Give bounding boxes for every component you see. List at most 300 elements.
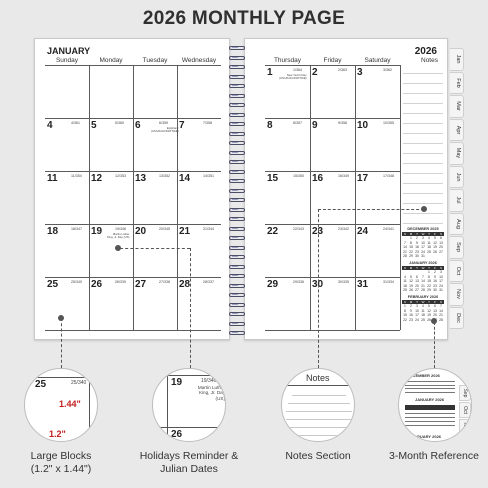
mini-weekday: S [403, 232, 406, 236]
coil-ring [228, 65, 246, 70]
coil-shine [232, 66, 238, 67]
mini-calendar-title: DECEMBER 2025 [407, 227, 439, 231]
zoom-circle-large-blocks [24, 368, 98, 442]
mini-day: 11 [403, 279, 407, 283]
mini-day: 19 [427, 313, 431, 317]
zoom-mini-row [405, 425, 455, 426]
mini-day: 23 [409, 317, 413, 322]
mini-day: 25 [403, 288, 407, 292]
day-of-week-header: Sunday [55, 57, 79, 64]
mini-day: 13 [433, 308, 437, 313]
notes-line [403, 103, 443, 104]
grid-line [133, 65, 134, 330]
day-of-week-header: Wednesday [181, 57, 217, 64]
zoom-mini-row [405, 421, 455, 422]
coil-ring [228, 170, 246, 175]
mini-day: 29 [409, 254, 413, 258]
mini-day: 18 [403, 283, 407, 288]
mini-day: 31 [439, 288, 443, 292]
mini-day: 22 [403, 317, 407, 322]
notes-line [403, 113, 443, 114]
callout-label-large-blocks: Large Blocks (1.2" x 1.44") [30, 450, 92, 476]
coil-shine [232, 152, 238, 153]
month-tab-sep[interactable] [450, 236, 464, 259]
mini-day: 28 [439, 317, 443, 322]
mini-day: 14 [403, 245, 407, 249]
grid-line [177, 65, 178, 330]
mini-day: 3 [440, 270, 442, 274]
mini-day: 15 [409, 245, 413, 249]
mini-day: 21 [421, 283, 425, 288]
connector-dot [421, 206, 427, 212]
mini-day: 2 [434, 270, 436, 274]
julian-date: 12/353 [115, 174, 126, 178]
mini-day: 20 [433, 313, 437, 317]
coil-ring [228, 141, 246, 146]
mini-day: 8 [428, 274, 430, 279]
day-number: 18 [47, 226, 59, 237]
coil-ring [228, 56, 246, 61]
zoom-circle-3-month [398, 368, 472, 442]
mini-day: 9 [410, 308, 412, 313]
mini-weekday: W [421, 300, 425, 304]
coil-shine [232, 114, 238, 115]
month-tab-jan[interactable] [450, 48, 464, 71]
notes-line [403, 133, 443, 134]
notes-line [403, 223, 443, 224]
mini-day: 15 [403, 313, 407, 317]
day-number: 2 [312, 67, 318, 78]
notes-line [403, 143, 443, 144]
zoom-day-number: 25 [35, 379, 47, 390]
mini-day: 27 [439, 249, 443, 254]
grid-line [45, 330, 221, 331]
zoom-month-tab [459, 419, 471, 435]
month-tab-label: Aug [455, 218, 461, 229]
month-tab-jun[interactable] [450, 166, 464, 189]
mini-day: 2 [410, 304, 412, 308]
connector-line [434, 322, 435, 368]
mini-day: 27 [415, 288, 419, 292]
day-number: 28 [179, 279, 191, 290]
mini-day: 22 [427, 283, 431, 288]
zoom-notes-line [288, 403, 350, 404]
mini-weekday: W [421, 266, 425, 270]
connector-line [120, 248, 190, 249]
month-tab-nov[interactable] [450, 283, 464, 306]
coil-shine [232, 285, 238, 286]
day-number: 31 [357, 279, 369, 290]
mini-day: 4 [428, 236, 430, 240]
mini-calendar [402, 295, 444, 322]
day-number: 12 [91, 173, 103, 184]
julian-date: 24/341 [383, 227, 394, 231]
zoom-month-tab-label: Oct [462, 406, 468, 414]
mini-calendar [402, 227, 444, 258]
coil-ring [228, 132, 246, 137]
zoom-julian-date: 19/346 [201, 378, 217, 384]
coil-shine [232, 133, 238, 134]
grid-line [310, 65, 311, 330]
zoom-mini-row [405, 417, 455, 418]
notes-title: Notes [421, 57, 438, 64]
mini-day: 31 [421, 254, 425, 258]
coil-ring [228, 46, 246, 51]
coil-shine [232, 218, 238, 219]
julian-date: 22/343 [293, 227, 304, 231]
grid-line [265, 224, 400, 225]
mini-day: 25 [427, 249, 431, 254]
grid-line [400, 65, 401, 330]
mini-day: 15 [427, 279, 431, 283]
day-number: 21 [179, 226, 191, 237]
mini-day: 2 [416, 236, 418, 240]
mini-day: 10 [421, 240, 425, 245]
mini-day: 16 [409, 313, 413, 317]
day-number: 1 [267, 67, 273, 78]
zoom-mini-row [405, 388, 455, 389]
julian-date: 7/358 [203, 121, 212, 125]
month-tab-aug[interactable] [450, 213, 464, 236]
coil-shine [232, 266, 238, 267]
month-tab-feb[interactable] [450, 72, 464, 95]
mini-day: 16 [415, 245, 419, 249]
zoom-mini-row [405, 392, 455, 393]
grid-line [265, 171, 400, 172]
zoom-mini-title: FEBRUARY 2026 [409, 434, 442, 439]
zoom-mini-row [405, 381, 455, 382]
julian-date: 20/345 [159, 227, 170, 231]
month-tab-label: Jan [455, 54, 461, 64]
coil-ring [228, 160, 246, 165]
connector-line [318, 209, 424, 210]
zoom-month-tab [459, 402, 471, 418]
zoom-notes-line [288, 427, 350, 428]
mini-day: 14 [421, 279, 425, 283]
coil-shine [232, 209, 238, 210]
mini-day: 10 [439, 274, 443, 279]
month-tab-mar[interactable] [450, 95, 464, 118]
left-calendar-page [34, 38, 230, 340]
day-number: 19 [91, 226, 103, 237]
coil-shine [232, 332, 238, 333]
notes-line [403, 203, 443, 204]
mini-weekday: S [403, 266, 406, 270]
mini-day: 20 [415, 283, 419, 288]
month-tab-label: Dec [455, 312, 461, 323]
month-name: JANUARY [47, 46, 91, 56]
mini-day: 28 [403, 254, 407, 258]
month-tab-oct[interactable] [450, 260, 464, 283]
mini-weekday: T [416, 266, 418, 270]
julian-date: 5/360 [115, 121, 124, 125]
coil-shine [232, 247, 238, 248]
coil-ring [228, 236, 246, 241]
mini-day: 8 [410, 240, 412, 245]
julian-date: 2/363 [338, 68, 347, 72]
month-tab-label: Feb [455, 78, 461, 88]
coil-ring [228, 208, 246, 213]
mini-day: 28 [421, 288, 425, 292]
coil-ring [228, 255, 246, 260]
coil-ring [228, 227, 246, 232]
julian-date: 10/355 [383, 121, 394, 125]
mini-calendar-title: JANUARY 2026 [409, 261, 437, 265]
month-tab-label: Apr [455, 125, 461, 135]
day-number: 25 [47, 279, 59, 290]
julian-date: 15/350 [293, 174, 304, 178]
mini-calendar-title: FEBRUARY 2026 [407, 295, 439, 299]
julian-date: 30/335 [338, 280, 349, 284]
julian-date: 21/344 [203, 227, 214, 231]
coil-shine [232, 190, 238, 191]
month-tab-label: Oct [455, 266, 461, 276]
mini-day: 16 [433, 279, 437, 283]
coil-shine [232, 47, 238, 48]
notes-line [403, 93, 443, 94]
height-measurement: 1.44" [59, 399, 81, 409]
julian-date: 28/337 [203, 280, 214, 284]
mini-weekday: S [439, 232, 442, 236]
coil-shine [232, 228, 238, 229]
day-number: 6 [135, 120, 141, 131]
mini-day: 6 [440, 236, 442, 240]
mini-weekday: S [439, 300, 442, 304]
zoom-notes-title: Notes [306, 373, 330, 383]
coil-ring [228, 284, 246, 289]
coil-shine [232, 95, 238, 96]
grid-line [265, 65, 400, 66]
coil-ring [228, 312, 246, 317]
month-tab-jul[interactable] [450, 189, 464, 212]
mini-day: 5 [434, 236, 436, 240]
julian-date: 1/364 [293, 68, 302, 72]
mini-day: 5 [428, 304, 430, 308]
day-number: 14 [179, 173, 191, 184]
mini-day: 12 [427, 308, 431, 313]
day-number: 10 [357, 120, 369, 131]
grid-line [265, 118, 400, 119]
zoom-mini-bar [405, 405, 455, 410]
zoom-notes-line [292, 395, 346, 396]
mini-day: 24 [439, 283, 443, 288]
coil-shine [232, 313, 238, 314]
mini-day: 23 [415, 249, 419, 254]
notes-line [403, 173, 443, 174]
mini-calendar-days [402, 236, 444, 258]
zoom-grid-line [282, 385, 355, 386]
coil-shine [232, 304, 238, 305]
julian-date: 31/334 [383, 280, 394, 284]
day-number: 13 [135, 173, 147, 184]
day-number: 16 [312, 173, 324, 184]
coil-shine [232, 237, 238, 238]
day-number: 22 [267, 226, 279, 237]
coil-ring [228, 189, 246, 194]
mini-day: 21 [439, 313, 443, 317]
mini-day [438, 254, 444, 258]
coil-shine [232, 199, 238, 200]
day-number: 5 [91, 120, 97, 131]
mini-day: 24 [415, 317, 419, 322]
mini-weekday: W [421, 232, 425, 236]
day-number: 9 [312, 120, 318, 131]
holiday-note: New Year's Day (US/UK/AU/FR/IT/DE) [279, 73, 307, 81]
coil-ring [228, 122, 246, 127]
zoom-day-number: 19 [171, 377, 183, 388]
coil-ring [228, 113, 246, 118]
coil-shine [232, 294, 238, 295]
zoom-grid-line [153, 427, 226, 428]
mini-day: 12 [409, 279, 413, 283]
mini-day: 3 [422, 236, 424, 240]
notes-line [403, 123, 443, 124]
mini-day: 24 [421, 249, 425, 254]
mini-day: 26 [427, 317, 431, 322]
mini-calendar-days [402, 270, 444, 292]
coil-shine [232, 161, 238, 162]
zoom-mini-row [405, 385, 455, 386]
mini-day: 7 [440, 304, 442, 308]
mini-day: 19 [409, 283, 413, 288]
julian-date: 27/338 [159, 280, 170, 284]
callout-label-notes: Notes Section [285, 450, 351, 462]
zoom-notes-line [294, 435, 344, 436]
mini-weekday: T [428, 300, 430, 304]
coil-shine [232, 275, 238, 276]
day-of-week-header: Friday [323, 57, 342, 64]
month-tab-apr[interactable] [450, 119, 464, 142]
coil-ring [228, 331, 246, 336]
julian-date: 26/339 [115, 280, 126, 284]
mini-day: 21 [403, 249, 407, 254]
julian-date: 4/361 [71, 121, 80, 125]
mini-weekday: M [409, 232, 413, 236]
mini-day: 1 [428, 270, 430, 274]
zoom-notes-line [286, 411, 352, 412]
coil-ring [228, 293, 246, 298]
grid-line [265, 277, 400, 278]
mini-weekday: S [403, 300, 406, 304]
day-of-week-header: Monday [99, 57, 123, 64]
coil-shine [232, 142, 238, 143]
zoom-grid-line [25, 377, 98, 378]
connector-dot [431, 318, 437, 324]
coil-shine [232, 104, 238, 105]
mini-day: 4 [422, 304, 424, 308]
day-number: 8 [267, 120, 273, 131]
julian-date: 11/354 [71, 174, 82, 178]
mini-weekday: M [409, 266, 413, 270]
month-tab-label: Jun [455, 172, 461, 182]
mini-day: 26 [433, 249, 437, 254]
connector-dot [115, 245, 121, 251]
coil-ring [228, 94, 246, 99]
coil-ring [228, 322, 246, 327]
julian-date: 8/357 [293, 121, 302, 125]
coil-ring [228, 84, 246, 89]
julian-date: 23/342 [338, 227, 349, 231]
julian-date: 14/351 [203, 174, 214, 178]
grid-line [355, 65, 356, 330]
year-label: 2026 [414, 46, 437, 57]
zoom-circle-holidays [152, 368, 226, 442]
day-number: 26 [91, 279, 103, 290]
connector-line [61, 318, 62, 368]
mini-day: 11 [421, 308, 425, 313]
mini-weekday: T [416, 232, 418, 236]
julian-date: 17/348 [383, 174, 394, 178]
mini-day: 13 [415, 279, 419, 283]
zoom-julian-date: 25/340 [71, 380, 87, 386]
zoom-mini-row [405, 413, 455, 414]
mini-calendar-days [402, 304, 444, 322]
day-of-week-header: Thursday [273, 57, 302, 64]
mini-day: 6 [434, 304, 436, 308]
zoom-mini-title: DECEMBER 2026 [407, 373, 440, 378]
mini-day: 12 [433, 240, 437, 245]
notes-line [403, 73, 443, 74]
coil-shine [232, 171, 238, 172]
julian-date: 9/356 [338, 121, 347, 125]
day-number: 7 [179, 120, 185, 131]
mini-day: 17 [439, 279, 443, 283]
mini-day: 30 [433, 288, 437, 292]
mini-day: 29 [427, 288, 431, 292]
notes-line [403, 183, 443, 184]
mini-day: 11 [427, 240, 431, 245]
page-title: 2026 MONTHLY PAGE [142, 8, 346, 29]
holiday-note: Epiphany (US/UK/AU/FR/IT/DE) [151, 126, 179, 134]
holiday-note: Martin Luther King, Jr. Day (US) [107, 232, 130, 240]
day-number: 11 [47, 173, 58, 184]
day-number: 3 [357, 67, 363, 78]
coil-ring [228, 179, 246, 184]
mini-day: 5 [410, 274, 412, 279]
coil-shine [232, 85, 238, 86]
coil-ring [228, 303, 246, 308]
zoom-mini-title: JANUARY 2026 [415, 397, 445, 402]
coil-ring [228, 103, 246, 108]
month-tab-dec[interactable] [450, 307, 464, 330]
mini-calendar [402, 261, 444, 292]
mini-day: 22 [409, 249, 413, 254]
day-number: 30 [312, 279, 324, 290]
month-tab-label: May [455, 148, 461, 159]
mini-day: 7 [422, 274, 424, 279]
grid-line [89, 65, 90, 330]
zoom-grid-line [153, 375, 226, 376]
mini-weekday: T [416, 300, 418, 304]
mini-day: 1 [404, 304, 406, 308]
right-calendar-page [244, 38, 448, 340]
month-tab-may[interactable] [450, 142, 464, 165]
width-measurement: 1.2" [49, 429, 66, 439]
zoom-grid-line [167, 375, 168, 442]
day-number: 17 [357, 173, 369, 184]
day-of-week-header: Saturday [364, 57, 391, 64]
mini-day: 20 [439, 245, 443, 249]
coil-ring [228, 75, 246, 80]
mini-day: 18 [427, 245, 431, 249]
mini-weekday: S [439, 266, 442, 270]
day-number: 24 [357, 226, 369, 237]
zoom-notes-line [286, 419, 352, 420]
mini-day: 9 [416, 240, 418, 245]
callout-label-holidays: Holidays Reminder & Julian Dates [139, 450, 239, 476]
mini-day: 4 [404, 274, 406, 279]
zoom-month-tab-label: Nov [462, 422, 468, 432]
